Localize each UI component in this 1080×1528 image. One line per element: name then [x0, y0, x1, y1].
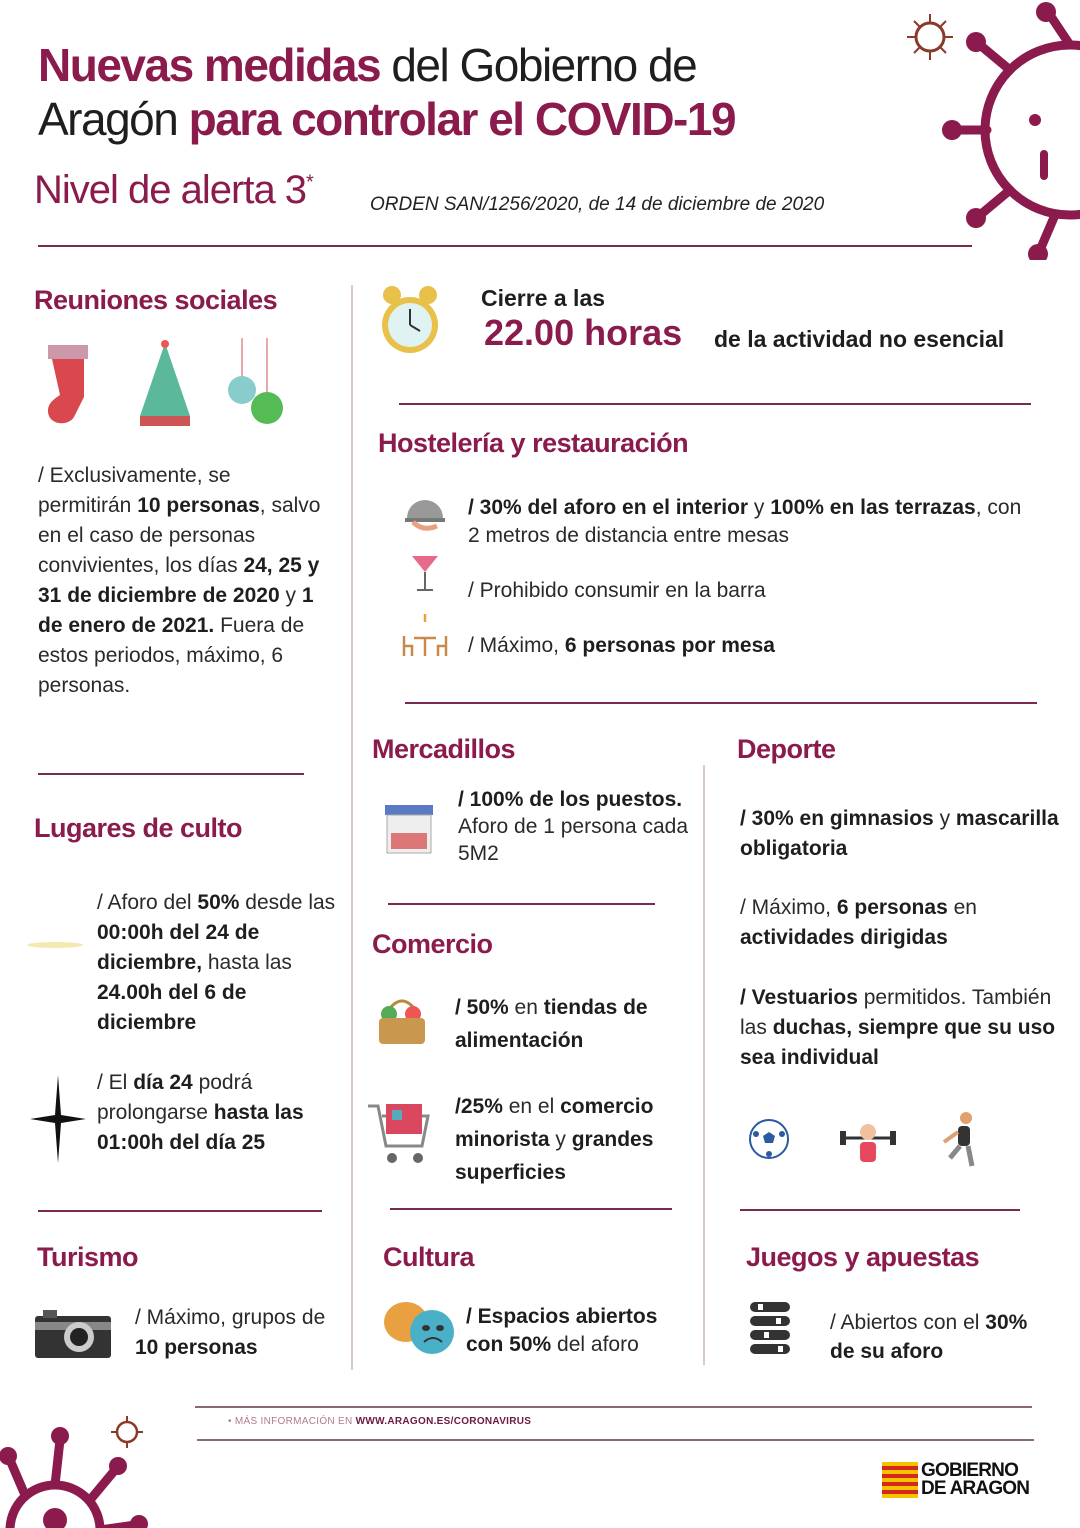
text-segment: en el — [502, 1095, 561, 1118]
table-chairs-icon — [400, 612, 450, 658]
coronavirus-link[interactable]: WWW.ARAGON.ES/CORONAVIRUS — [355, 1416, 532, 1427]
hosteleria-item-2 — [468, 576, 1028, 606]
text-segment: y — [279, 584, 302, 607]
text-segment: / 30% del aforo en el interior — [468, 496, 749, 519]
divider — [388, 903, 655, 905]
text-segment: 100% en las terrazas — [770, 496, 976, 519]
runner-icon — [940, 1110, 980, 1170]
text-segment: / Máximo, grupos de — [135, 1306, 326, 1329]
culto-item-1 — [97, 888, 347, 1038]
turismo-text — [135, 1303, 335, 1363]
text-segment: hasta las 01:00h del día 25 — [97, 1101, 304, 1154]
divider — [38, 1210, 322, 1212]
text-segment: / Aforo del — [97, 891, 198, 914]
text-segment: 10 personas — [137, 494, 260, 517]
divider — [38, 773, 304, 775]
small-virus-icon-bottom — [110, 1415, 144, 1449]
text-segment: 00:00h del 24 de diciembre, — [97, 921, 260, 974]
order-reference: ORDEN SAN/1256/2020, de 14 de diciembre de 2020 — [370, 194, 825, 215]
christmas-tree-icon — [135, 338, 195, 430]
alert-asterisk: * — [306, 171, 313, 194]
header-divider — [38, 245, 972, 247]
text-segment: en — [508, 996, 544, 1019]
title-line-2 — [38, 92, 735, 146]
text-segment: 50% — [197, 891, 240, 914]
star-icon — [30, 1075, 86, 1163]
text-segment: / 30% en gimnasios — [740, 807, 934, 830]
text-segment: 30% de su aforo — [830, 1311, 1028, 1363]
text-segment: / Máximo, — [740, 896, 837, 919]
text-segment: 24, 25 y 31 de diciembre de 2020 — [38, 554, 320, 607]
christmas-ornaments-icon — [222, 338, 287, 428]
footer-divider-bottom — [197, 1439, 1034, 1441]
alert-level — [34, 168, 313, 213]
gobierno-aragon-logo — [882, 1462, 1029, 1498]
text-segment: Fuera de estos periodos, máximo, 6 personas. — [38, 614, 305, 697]
text-segment: 10 personas — [135, 1336, 258, 1359]
theater-masks-icon — [380, 1300, 458, 1356]
section-title-comercio: Comercio — [372, 929, 493, 959]
text-segment: 6 personas — [836, 896, 948, 919]
section-title-juegos: Juegos y apuestas — [746, 1242, 980, 1272]
divider — [399, 403, 1031, 405]
hosteleria-item-1 — [468, 494, 1038, 550]
comercio-item-1 — [455, 991, 690, 1057]
deporte-item-1 — [740, 804, 1060, 864]
divider — [390, 1208, 672, 1210]
text-segment: en — [947, 896, 977, 919]
market-stall-icon — [383, 803, 435, 855]
text-segment: podrá prolongarse — [97, 1071, 253, 1124]
logo-line-2: DE ARAGON — [921, 1478, 1030, 1499]
small-virus-icon — [905, 12, 955, 62]
text-segment: y — [933, 807, 956, 830]
text-segment: / Espacios abiertos con 50% — [466, 1305, 658, 1356]
text-segment: duchas, siempre que su uso sea individual — [740, 1016, 1056, 1069]
text-segment: del aforo — [551, 1333, 639, 1356]
more-info: • MÁS INFORMACIÓN EN WWW.ARAGON.ES/CORONAVIRUS — [228, 1416, 532, 1427]
sparkle-glow-icon — [25, 930, 85, 960]
text-segment: para controlar el COVID-19 — [188, 93, 736, 145]
text-segment: permitidos. También las — [740, 986, 1052, 1039]
cultura-text — [466, 1303, 696, 1359]
food-basket-icon — [375, 990, 429, 1046]
culto-item-2 — [97, 1068, 347, 1158]
text-segment: del Gobierno de — [380, 39, 697, 91]
food-cloche-icon — [403, 490, 447, 534]
divider — [740, 1209, 1020, 1211]
christmas-stocking-icon — [40, 340, 100, 430]
comercio-item-2 — [455, 1090, 695, 1189]
section-title-cultura: Cultura — [383, 1242, 474, 1272]
column-divider-right — [703, 765, 705, 1365]
text-segment: / Vestuarios — [740, 986, 858, 1009]
divider — [405, 702, 1037, 704]
cierre-label: Cierre a las — [481, 285, 606, 311]
poker-chips-icon — [748, 1300, 792, 1358]
section-title-mercadillos: Mercadillos — [372, 734, 516, 764]
text-segment: desde las — [239, 891, 336, 914]
text-segment: , con 2 metros de distancia entre mesas — [468, 496, 1022, 547]
text-segment: Nuevas medidas — [38, 39, 381, 91]
text-segment: comercio minorista — [455, 1095, 654, 1151]
deporte-item-2 — [740, 893, 1060, 953]
reuniones-text — [38, 461, 328, 701]
cierre-time: 22.00 horas — [484, 312, 683, 353]
text-segment: / Máximo, — [468, 634, 565, 657]
section-title-culto: Lugares de culto — [34, 813, 243, 843]
text-segment: / 50% — [455, 996, 509, 1019]
text-segment: tiendas de alimentación — [455, 996, 648, 1052]
text-segment: 24.00h del 6 de diciembre — [97, 981, 247, 1034]
logo-line-1: GOBIERNO — [921, 1460, 1019, 1481]
text-segment: / El — [97, 1071, 134, 1094]
text-segment: grandes superficies — [455, 1128, 654, 1184]
section-title-reuniones: Reuniones sociales — [34, 285, 278, 315]
text-segment: mascarilla obligatoria — [740, 807, 1059, 860]
juegos-text — [830, 1308, 1050, 1366]
section-title-turismo: Turismo — [37, 1242, 139, 1272]
section-title-hosteleria: Hostelería y restauración — [378, 428, 689, 458]
text-segment: / Abiertos con el — [830, 1311, 986, 1334]
text-segment: 1 de enero de 2021. — [38, 584, 314, 637]
text-segment: / 100% de los puestos. — [458, 788, 683, 811]
text-segment: y — [549, 1128, 572, 1151]
text-segment: /25% — [455, 1095, 503, 1118]
cierre-suffix: de la actividad no esencial — [714, 326, 1005, 352]
aragon-flag-icon — [882, 1462, 918, 1498]
weightlifting-icon — [838, 1118, 898, 1168]
column-divider-left — [351, 285, 353, 1370]
text-segment: y — [748, 496, 771, 519]
mercadillos-text — [458, 786, 688, 867]
text-segment: 6 personas por mesa — [564, 634, 775, 657]
soccer-ball-icon — [748, 1118, 790, 1160]
more-info-prefix: MÁS INFORMACIÓN EN — [234, 1416, 356, 1427]
text-segment: actividades dirigidas — [740, 926, 948, 949]
alert-level-text: Nivel de alerta 3 — [34, 168, 307, 212]
hosteleria-item-3 — [468, 631, 1028, 661]
title-line-1 — [38, 38, 696, 92]
alarm-clock-icon — [378, 283, 442, 359]
deporte-item-3 — [740, 983, 1060, 1073]
section-title-deporte: Deporte — [737, 734, 836, 764]
virus-icon — [940, 0, 1080, 260]
text-segment: día 24 — [133, 1071, 193, 1094]
camera-icon — [35, 1308, 111, 1358]
text-segment: Aforo de 1 persona cada 5M2 — [458, 815, 688, 865]
cocktail-icon — [410, 550, 440, 594]
text-segment: , salvo en el caso de personas convivientes, los días — [38, 494, 321, 577]
text-segment: / Prohibido consumir en la barra — [468, 579, 766, 602]
text-segment: hasta las — [202, 951, 292, 974]
text-segment: / Exclusivamente, se permitirán — [38, 464, 231, 517]
shopping-cart-icon — [366, 1098, 432, 1166]
footer-divider-top — [195, 1406, 1032, 1408]
text-segment: Aragón — [38, 93, 189, 145]
